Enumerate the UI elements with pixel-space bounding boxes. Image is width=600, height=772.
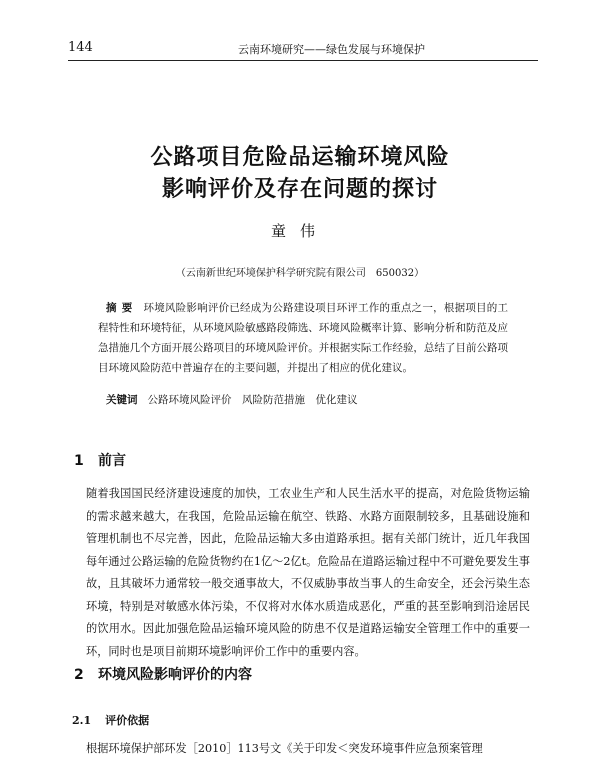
paper-title-line1: 公路项目危险品运输环境风险 [150, 145, 450, 170]
journal-title: 云南环境研究——绿色发展与环境保护 [238, 43, 425, 56]
paper-title-line2: 影响评价及存在问题的探讨 [161, 177, 438, 202]
section-title: 环境风险影响评价的内容 [98, 667, 252, 683]
keywords-label: 关键词 [106, 394, 138, 406]
subsection-heading-2-1 [72, 712, 149, 728]
subsection-number: 2.1 [72, 714, 92, 727]
abstract [98, 298, 508, 378]
running-header [68, 38, 538, 60]
abstract-text: 环境风险影响评价已经成为公路建设项目环评工作的重点之一，根据项目的工程特性和环境特征，从环境风险敏感路段筛选、环境风险概率计算、影响分析和防范及应急措施几个方面开展公路项目的环境风险评价。并根据实际工作经验，总结了目前公路项目环境风险防范中普遍存在的主要问题，并提出了相应的优化建议。 [98, 302, 509, 374]
page-number: 144 [68, 40, 93, 55]
keywords [106, 392, 358, 407]
section-title: 前言 [98, 453, 126, 469]
section-number: 2 [74, 667, 84, 683]
keywords-text: 公路环境风险评价 风险防范措施 优化建议 [147, 394, 358, 406]
subsection-title: 评价依据 [105, 714, 150, 727]
abstract-label: 摘要 [106, 302, 138, 314]
subsection-paragraph: 根据环境保护部环发［2010］113号文《关于印发＜突发环境事件应急预案管理 [86, 742, 483, 755]
section-number: 1 [74, 453, 84, 469]
section1-paragraph: 随着我国国民经济建设速度的加快，工农业生产和人民生活水平的提高，对危险货物运输的需求越来越大，在我国，危险品运输在航空、铁路、水路方面限制较多，且基础设施和管理机制也不尽完善，因此，危险品运输大多由道路承担。据有关部门统计，近几年我国每年通过公路运输的危险货物约在1亿～2亿t。危险品在道路运输过程中不可避免要发生事故，且其破坏力通常较一般交通事故大，不仅威胁事故当事人的生命安全，还会污染生态环境，特别是对敏感水体污染，不仅将对水体水质造成恶化，严重的甚至影响到沿途居民的饮用水。因此加强危险品运输环境风险的防患不仅是道路运输安全管理工作中的重要一环，同时也是项目前期环境影响评价工作中的重要内容。 [86, 487, 530, 658]
header-rule [68, 60, 538, 61]
author-name: 童伟 [270, 222, 329, 240]
author-affiliation: （云南新世纪环境保护科学研究院有限公司 650032） [175, 268, 425, 279]
section-heading-2 [74, 664, 252, 684]
section-heading-1 [74, 450, 126, 470]
